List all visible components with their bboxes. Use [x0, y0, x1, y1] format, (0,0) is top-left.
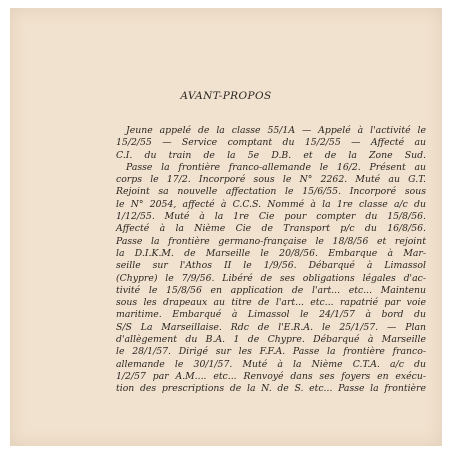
text-line: maritime. Embarqué à Limassol le 24/1/57 à bord du [116, 309, 426, 321]
text-line: allemande le 30/1/57. Muté à la Nième C.T.A. a/c du [116, 358, 426, 370]
text-line: Passe la frontière franco-allemande le 16/2. Présent au [126, 161, 426, 173]
text-line: le N° 2054, affecté à C.C.S. Nommé à la 1re classe a/c du [116, 198, 426, 210]
text-line: la D.I.K.M. de Marseille le 20/8/56. Embarque à Mar- [116, 247, 426, 259]
book-page [10, 8, 442, 446]
text-line: 1/12/55. Muté à la 1re Cie pour compter du 15/8/56. [116, 211, 426, 223]
text-line: 15/2/55 — Service comptant du 15/2/55 — Affecté au [116, 137, 426, 149]
text-line: Rejoint sa nouvelle affectation le 15/6/55. Incorporé sous [116, 186, 426, 198]
text-line: Affecté à la Nième Cie de Transport p/c du 16/8/56. [116, 223, 426, 235]
text-line: tivité le 15/8/56 en application de l'art... etc... Maintenu [116, 284, 426, 296]
page-heading: AVANT-PROPOS [180, 90, 272, 102]
text-line: Passe la frontière germano-française le 18/8/56 et rejoint [116, 235, 426, 247]
text-line: Jeune appelé de la classe 55/1A — Appelé à l'activité le [126, 125, 426, 136]
text-line: le 28/1/57. Dirigé sur les F.F.A. Passe la frontière franco- [116, 346, 426, 358]
text-line: 1/2/57 par A.M.... etc... Renvoyé dans ses foyers en exécu- [116, 370, 426, 382]
foreword-paragraph [116, 125, 426, 396]
text-line: corps le 17/2. Incorporé sous le N° 2262. Muté au G.T. [116, 174, 426, 186]
text-line: S/S La Marseillaise. Rdc de l'E.R.A. le 25/1/57. — Plan [116, 321, 426, 333]
text-line: tion des prescriptions de la N. de S. etc... Passe la frontière [116, 383, 426, 395]
text-line: sous les drapeaux au titre de l'art... etc... rapatrié par voie [116, 297, 426, 309]
text-line: seille sur l'Athos II le 1/9/56. Débarqué à Limassol [116, 260, 426, 272]
text-line: C.I. du train de la 5e D.B. et de la Zone Sud. [116, 149, 426, 161]
text-line: (Chypre) le 7/9/56. Libéré de ses obligations légales d'ac- [116, 272, 426, 284]
text-line: d'allègement du B.A. 1 de Chypre. Débarqué à Marseille [116, 334, 426, 346]
